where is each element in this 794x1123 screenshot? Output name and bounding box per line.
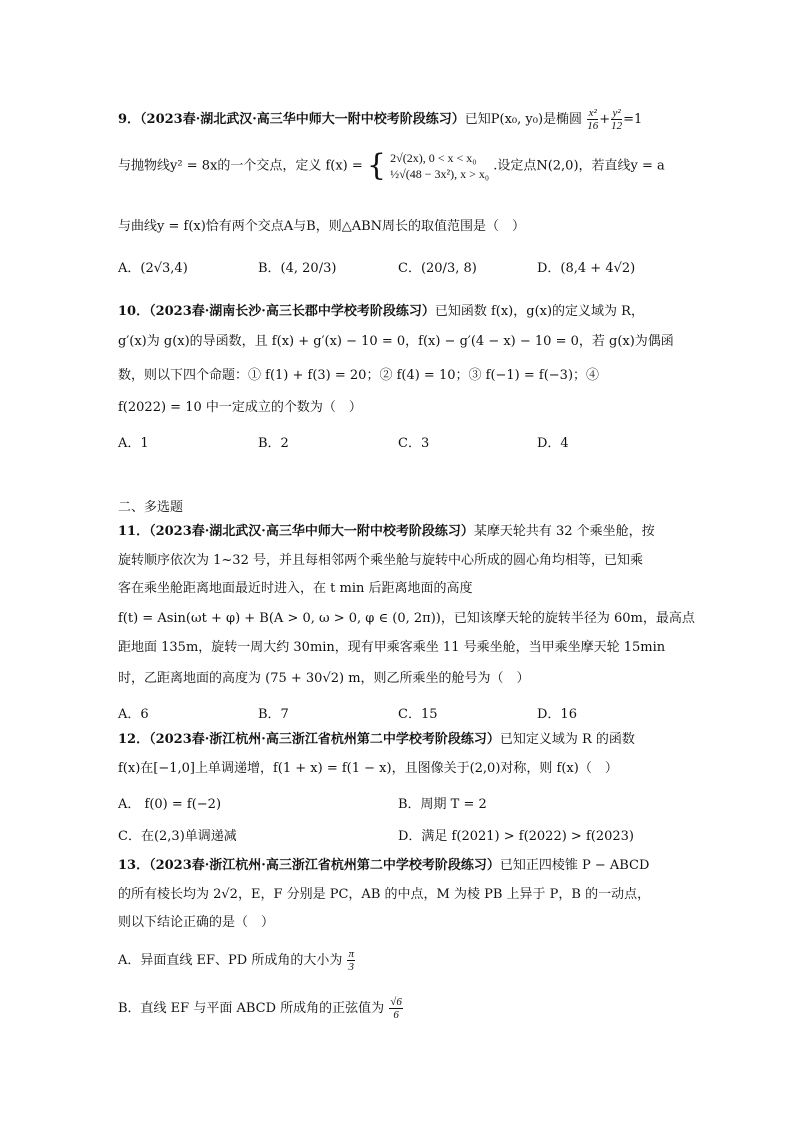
q13-number: 13． — [118, 858, 150, 873]
q13-option-b[interactable] — [118, 996, 404, 1021]
q12-number: 12． — [118, 732, 150, 747]
q12-source: （2023春·浙江杭州·高三浙江省杭州第二中学校考阶段练习） — [149, 732, 500, 747]
q11-line3: 客在乘坐舱距离地面最近时进入，在 t min 后距离地面的高度 — [118, 581, 473, 596]
q13-text-1: 已知正四棱锥 P − ABCD — [499, 858, 650, 873]
q11-option-a[interactable]: A．6 — [118, 707, 149, 722]
q9-option-d[interactable]: D．(8,4 + 4√2) — [537, 261, 636, 276]
q11-line2: 旋转顺序依次为 1~32 号，并且每相邻两个乘坐舱与旋转中心所成的圆心角均相等，已知乘 — [118, 553, 643, 568]
q10-number: 10． — [118, 304, 150, 319]
q10-line1 — [118, 303, 644, 321]
q12-line2: f(x)在[−1,0]上单调递增，f(1 + x) = f(1 − x)，且图像关于(2,0)对称，则 f(x)（ ） — [118, 761, 618, 776]
q9-text-2: 与抛物线y² = 8x的一个交点，定义 f(x) = — [118, 158, 363, 174]
q13-line3: 则以下结论正确的是（ ） — [118, 915, 275, 930]
q9-line2 — [118, 150, 665, 182]
q12-line1 — [118, 731, 635, 749]
q13-line2: 的所有棱长均为 2√2，E，F 分别是 PC，AB 的中点，M 为棱 PB 上异于 P，B 的一动点， — [118, 887, 651, 902]
q10-text-1: 已知函数 f(x)，g(x)的定义域为 R， — [434, 304, 644, 319]
q13-line1 — [118, 857, 649, 875]
q9-option-c[interactable]: C．(20/3, 8) — [398, 261, 477, 276]
q10-option-a[interactable]: A．1 — [118, 436, 149, 451]
q13-option-a-frac: $\frac{\pi}{3}$ — [348, 948, 354, 973]
q11-number: 11． — [118, 524, 150, 539]
q9-number: 9． — [118, 112, 141, 127]
q9-line3: 与曲线y = f(x)恰有两个交点A与B，则△ABN周长的取值范围是（ ） — [118, 219, 526, 234]
q13-option-b-frac: $\frac{√6}{6}$ — [390, 996, 402, 1021]
q10-line3: 数，则以下四个命题：① f(1) + f(3) = 20；② f(4) = 10；③ f(−1) = f(−3)；④ — [118, 368, 600, 383]
left-brace: { — [366, 148, 386, 183]
ellipse-frac-x: $\frac{\text{x²}}{16}$ — [587, 107, 599, 132]
q13-option-b-text: B．直线 EF 与平面 ABCD 所成角的正弦值为 — [118, 1001, 385, 1016]
q11-option-d[interactable]: D．16 — [537, 707, 577, 722]
ellipse-frac-y: $\frac{\text{y²}}{12}$ — [611, 107, 623, 132]
q10-option-b[interactable]: B．2 — [258, 436, 289, 451]
q9-text-1: 已知P(x₀, y₀)是椭圆 — [464, 112, 583, 127]
q11-line6: 时，乙距离地面的高度为 (75 + 30√2) m，则乙所乘坐的舱号为（ ） — [118, 671, 530, 686]
case-2: ½√(48 − 3x²), x > x₀ — [390, 167, 490, 181]
q10-line4: f(2022) = 10 中一定成立的个数为（ ） — [118, 400, 362, 415]
q13-source: （2023春·浙江杭州·高三浙江省杭州第二中学校考阶段练习） — [149, 858, 500, 873]
section-title-multi-choice: 二、多选题 — [118, 500, 184, 515]
q9-option-a[interactable]: A．(2√3,4) — [118, 261, 188, 276]
q11-line5: 距地面 135m，旋转一周大约 30min，现有甲乘客乘坐 11 号乘坐舱，当甲乘坐摩天轮 15min — [118, 640, 666, 655]
q12-option-c[interactable]: C．在(2,3)单调递减 — [118, 829, 237, 844]
q11-option-b[interactable]: B．7 — [258, 707, 289, 722]
q9-text-3: .设定点N(2,0)，若直线y = a — [493, 158, 665, 174]
q9-source: （2023春·湖北武汉·高三华中师大一附中校考阶段练习） — [140, 112, 465, 127]
q12-text-1: 已知定义域为 R 的函数 — [499, 732, 635, 747]
q11-line1 — [118, 523, 655, 541]
case-1: 2√(2x), 0 < x < x₀ — [390, 151, 477, 165]
q10-source: （2023春·湖南长沙·高三长郡中学校考阶段练习） — [149, 304, 435, 319]
q11-option-c[interactable]: C．15 — [398, 707, 438, 722]
q13-option-a-text: A．异面直线 EF、PD 所成角的大小为 — [118, 953, 343, 968]
piecewise-cases — [390, 150, 489, 182]
q11-text-1: 某摩天轮共有 32 个乘坐舱，按 — [473, 524, 655, 539]
q10-line2: g′(x)为 g(x)的导函数，且 f(x) + g′(x) − 10 = 0，f(x) − g′(4 − x) − 10 = 0，若 g(x)为偶函 — [118, 334, 674, 349]
q13-option-a[interactable] — [118, 948, 356, 973]
q12-option-a[interactable]: A． f(0) = f(−2) — [118, 797, 222, 812]
q12-option-b[interactable]: B．周期 T = 2 — [398, 797, 487, 812]
q10-option-c[interactable]: C．3 — [398, 436, 430, 451]
q10-option-d[interactable]: D．4 — [537, 436, 569, 451]
q9-line1: 9．（2023春·湖北武汉·高三华中师大一附中校考阶段练习）已知P(x₀, y₀)是椭圆 $\frac{\text{x²}}{16}$ + $\frac{\text{y²}}{12}$ =1 — [118, 107, 643, 132]
q12-option-d[interactable]: D．满足 f(2021) > f(2022) > f(2023) — [398, 829, 634, 844]
q9-option-b[interactable]: B．(4, 20/3) — [258, 261, 337, 276]
q11-source: （2023春·湖北武汉·高三华中师大一附中校考阶段练习） — [149, 524, 474, 539]
q11-line4: f(t) = Asin(ωt + φ) + B(A > 0, ω > 0, φ ∈ (0, 2π))，已知该摩天轮的旋转半径为 60m，最高点 — [118, 611, 695, 626]
